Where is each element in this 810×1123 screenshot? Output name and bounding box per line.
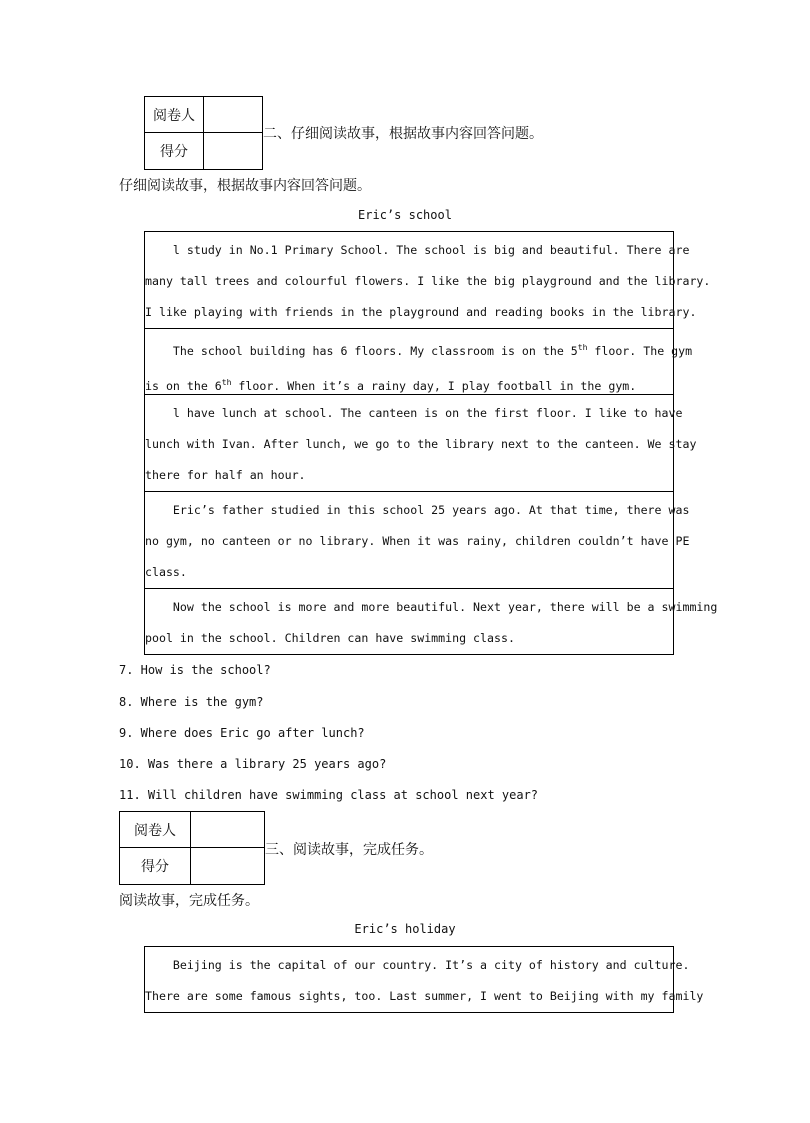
paragraph-line: class. <box>145 565 187 579</box>
question-7: 7. How is the school? <box>119 663 271 677</box>
paragraph-line: There are some famous sights, too. Last summer, I went to Beijing with my family <box>145 989 704 1003</box>
paragraph-line: l have lunch at school. The canteen is on the first floor. I like to have <box>145 406 683 420</box>
question-8: 8. Where is the gym? <box>119 695 264 709</box>
paragraph-line: there for half an hour. <box>145 468 306 482</box>
question-11: 11. Will children have swimming class at school next year? <box>119 788 539 802</box>
score-label: 得分 <box>145 133 204 170</box>
section-2-heading: 二、仔细阅读故事，根据故事内容回答问题。 <box>263 126 543 142</box>
paragraph-line: no gym, no canteen or no library. When it was rainy, children couldn’t have PE <box>145 534 690 548</box>
score-label: 得分 <box>120 848 191 885</box>
reviewer-label: 阅卷人 <box>145 97 204 133</box>
paragraph-line: is on the 6th floor. When it’s a rainy day, I play football in the gym. <box>145 377 637 393</box>
score-table-section-2 <box>144 96 263 170</box>
paragraph-line: l study in No.1 Primary School. The school is big and beautiful. There are <box>145 243 690 257</box>
story-2-title: Eric’s holiday <box>354 922 456 936</box>
story-1-paragraph-3 <box>144 395 697 492</box>
paragraph-line: Now the school is more and more beautiful. Next year, there will be a swimming <box>145 600 718 614</box>
paragraph-line: lunch with Ivan. After lunch, we go to the library next to the canteen. We stay <box>145 437 697 451</box>
story-1-paragraph-1 <box>144 231 711 329</box>
question-10: 10. Was there a library 25 years ago? <box>119 757 387 771</box>
score-cell <box>204 133 263 170</box>
paragraph-line: Eric’s father studied in this school 25 years ago. At that time, there was <box>145 503 690 517</box>
score-cell <box>191 848 265 885</box>
section-3-instruction: 阅读故事，完成任务。 <box>119 893 259 909</box>
story-1-paragraph-2 <box>144 329 693 395</box>
paragraph-line: The school building has 6 floors. My classroom is on the 5th floor. The gym <box>145 343 693 358</box>
story-1-paragraph-5 <box>144 589 718 655</box>
story-1-paragraph-4 <box>144 492 690 589</box>
paragraph-line: Beijing is the capital of our country. It’s a city of history and culture. <box>145 958 690 972</box>
paragraph-line: pool in the school. Children can have swimming class. <box>145 631 515 645</box>
section-3-heading: 三、阅读故事，完成任务。 <box>265 842 433 858</box>
story-1-title: Eric’s school <box>358 208 452 222</box>
reviewer-cell <box>191 812 265 848</box>
score-table-section-3 <box>119 811 265 885</box>
reviewer-cell <box>204 97 263 133</box>
paragraph-line: many tall trees and colourful flowers. I like the big playground and the library. <box>145 274 711 288</box>
paragraph-line: I like playing with friends in the playground and reading books in the library. <box>145 305 697 319</box>
story-2-paragraph-1 <box>144 946 704 1013</box>
question-9: 9. Where does Eric go after lunch? <box>119 726 365 740</box>
reviewer-label: 阅卷人 <box>120 812 191 848</box>
section-2-instruction: 仔细阅读故事，根据故事内容回答问题。 <box>119 178 371 194</box>
